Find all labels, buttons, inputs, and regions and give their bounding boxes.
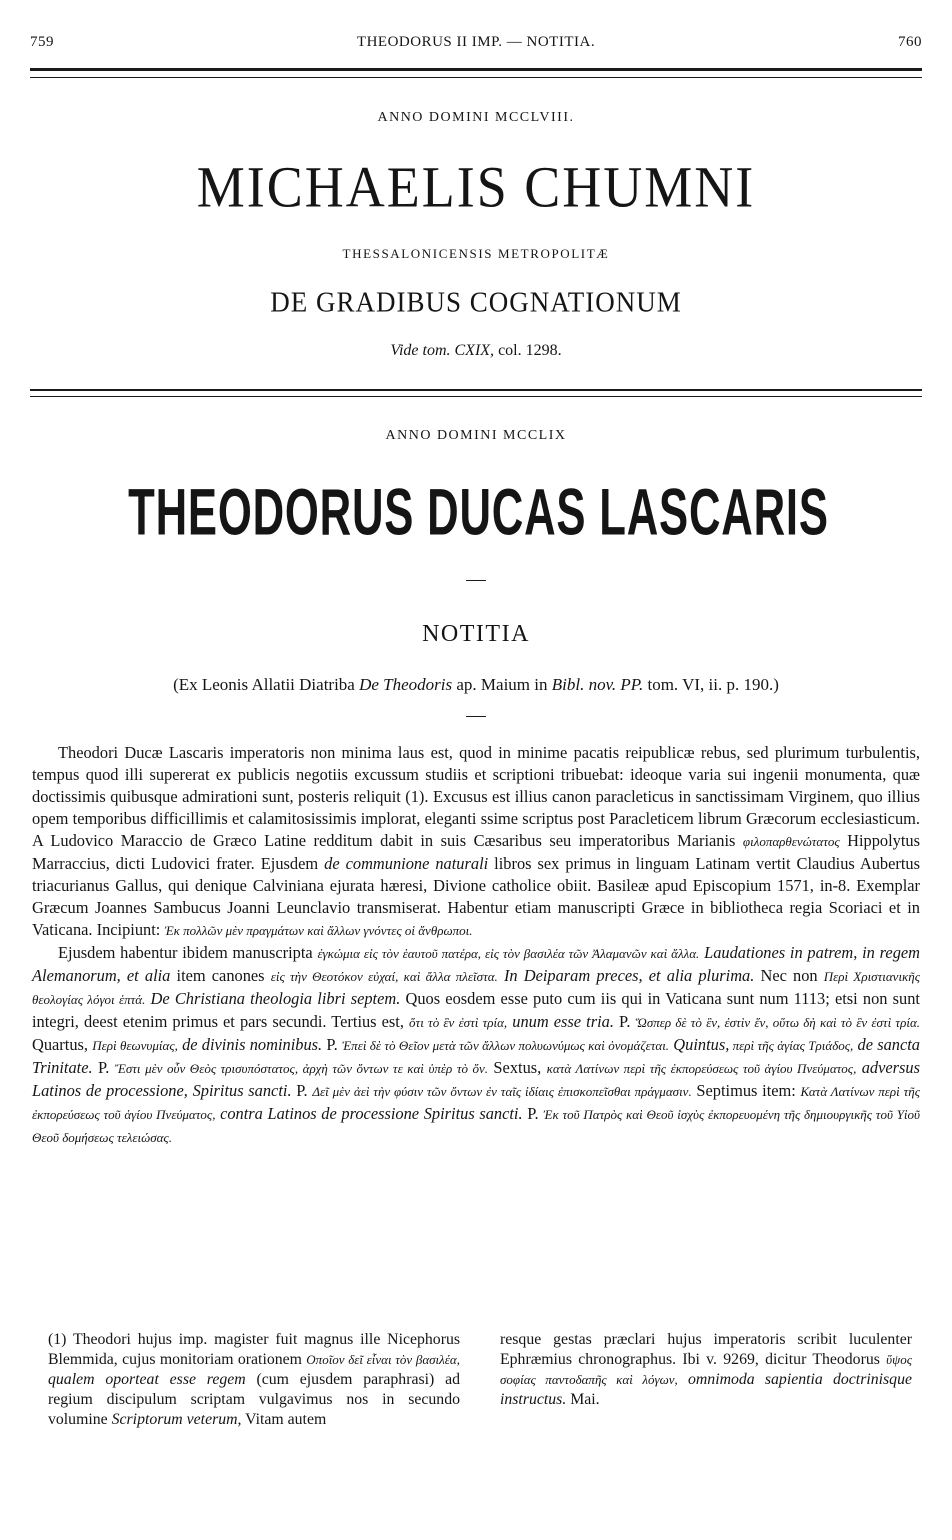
paragraph-1 (32, 742, 920, 942)
text: Quartus, (32, 1035, 93, 1054)
footnote-left-column (48, 1330, 460, 1430)
source-series: Bibl. nov. PP. (551, 675, 644, 694)
source-title: De Theodoris (359, 675, 453, 694)
greek-text: Ὥσπερ δὲ τὸ ἓν, ἐστὶν ἕν, οὕτω δὴ καὶ τὸ ἓν ἐστὶ τρία. (635, 1015, 921, 1030)
greek-text: Δεῖ μὲν ἀεὶ τὴν φύσιν τῶν ὄντων ἐν ταῖς ἰδίαις ἐπισκοπεῖσθαι πράγμασιν. (312, 1084, 692, 1099)
italic-text: contra Latinos de processione Spiritus sancti. (215, 1104, 523, 1123)
text: resque gestas præclari hujus imperatoris scribit luculenter Ephræmius chronographus. Ibi v. 9269, dicitur Theodorus (500, 1331, 912, 1368)
greek-text: Περὶ θεωνυμίας, (92, 1038, 178, 1053)
greek-text: κατὰ Λατίνων περὶ τῆς ἐκπορεύσεως τοῦ ἁγίου Πνεύματος, (546, 1061, 857, 1076)
author-heading: MICHAELIS CHUMNI (196, 154, 756, 220)
emperor-heading: THEODORUS DUCAS LASCARIS (128, 474, 829, 549)
greek-text: Ἔστι μὲν οὖν Θεὸς τρισυπόστατος, ἀρχὴ τῶν ὄντων τε καὶ ὑπὲρ τὸ ὄν. (114, 1061, 489, 1076)
greek-text: Ἐκ τοῦ Πατρὸς καὶ Θεοῦ ἰσχὺς ἐκπορευομένη τῆς δημιουργικῆς τοῦ Υἱοῦ Θεοῦ δομήσεως τελειώσας. (32, 1107, 921, 1145)
right-column-number: 760 (898, 34, 922, 50)
source-part: (Ex Leonis Allatii Diatriba (173, 675, 360, 694)
notitia-heading: NOTITIA (422, 621, 530, 647)
text: Septimus item: (691, 1081, 801, 1100)
italic-text: Laudationes in patrem, in regem Alemanorum, et alia (32, 943, 920, 985)
text: P. (291, 1081, 313, 1100)
anno-1259: ANNO DOMINI MCCLIX (385, 428, 567, 443)
text: Vitam autem (241, 1411, 327, 1428)
text: Quos eosdem esse puto cum iis qui in Vaticana sunt num 1113; etsi non sunt integri, deest etenim primus et pars secundi. Tertius est, (32, 989, 920, 1031)
italic-text: qualem oporteat esse regem (48, 1371, 246, 1388)
section-divider-rule (30, 389, 922, 397)
cross-reference-volume: Vide tom. CXIX, (390, 342, 495, 359)
text: (cum ejusdem paraphrasi) ad regium discipulum scriptam vulgavimus nos in secundo volumine (48, 1371, 460, 1428)
anno-1258: ANNO DOMINI MCCLVIII. (377, 110, 575, 125)
text: P. (322, 1035, 342, 1054)
italic-text: In Deiparam preces, et alia plurima. (497, 966, 755, 985)
italic-text: adversus Latinos de processione, Spiritus sancti. (32, 1058, 920, 1100)
greek-text: ὅτι τὸ ἓν ἐστὶ τρία, (409, 1015, 508, 1030)
source-part: ap. Maium in (452, 675, 552, 694)
text: Nec non (754, 966, 824, 985)
greek-text: Οποῖον δεῖ εἶναι τὸν βασιλέα, (306, 1352, 461, 1367)
text: item canones (170, 966, 271, 985)
short-ornament-rule (466, 716, 486, 717)
text: P. (92, 1058, 115, 1077)
italic-text: unum esse tria. (507, 1012, 614, 1031)
footnote-right-column (500, 1330, 912, 1410)
cross-reference (30, 342, 922, 360)
italic-text: de sancta Trinitate. (32, 1035, 921, 1077)
italic-text: de divinis nominibus. (177, 1035, 323, 1054)
italic-text: Scriptorum veterum, (111, 1411, 242, 1428)
notitia-body (32, 742, 920, 1149)
greek-text: Κατὰ Λατίνων περὶ τῆς ἐκπορεύσεως τοῦ ἁγίου Πνεύματος, (32, 1084, 921, 1122)
source-line (30, 675, 922, 695)
italic-text: omnimoda sapientia doctrinisque instructus. (500, 1371, 912, 1408)
short-ornament-rule (466, 580, 486, 581)
source-part: tom. VI, ii. p. 190.) (643, 675, 779, 694)
text: Ejusdem habentur ibidem manuscripta (58, 943, 318, 962)
work-title: DE GRADIBUS COGNATIONUM (270, 286, 682, 318)
text: Sextus, (488, 1058, 547, 1077)
italic-text: Quintus, (669, 1035, 730, 1054)
top-double-rule (30, 68, 922, 78)
paragraph-2 (32, 942, 920, 1149)
text: libros sex primus in linguam Latinam vertit Claudius Aubertus triacurianus Gallus, qui denique Calviniana ejurata hæresi, Divione catholice obiit. Basileæ apud Episcopium 1571, in-8. Exemplar Græcum Joannes Sambucus Joanni Leunclavio transmiserat. Habentur etiam manuscripti Græce in bibliotheca regia Scoriaci et in Vaticana. Incipiunt: (32, 854, 920, 939)
text: P. (522, 1104, 544, 1123)
cross-reference-column: col. 1298. (494, 342, 562, 359)
running-head (30, 34, 922, 56)
author-subtitle: THESSALONICENSIS METROPOLITÆ (342, 246, 610, 261)
italic-text: De Christiana theologia libri septem. (145, 989, 401, 1008)
text: Hippolytus Marraccius, dicti Ludovici frater. Ejusdem (32, 831, 920, 873)
greek-text: εἰς τὴν Θεοτόκον εὐχαί, καὶ ἄλλα πλεῖστα. (270, 969, 498, 984)
greek-text: Ἐκ πολλῶν μὲν πραγμάτων καὶ ἄλλων γνόντες οἱ ἄνθρωποι. (164, 923, 473, 938)
left-column-number: 759 (30, 34, 54, 50)
text: (1) Theodori hujus imp. magister fuit magnus ille Nicephorus Blemmida, cujus monitoriam orationem (48, 1331, 460, 1368)
greek-text: Ἐπεὶ δὲ τὸ Θεῖον μετὰ τῶν ἄλλων πολυωνύμως καὶ ὀνομάζεται. (341, 1038, 670, 1053)
italic-text: de communione naturali (324, 854, 489, 873)
text: Mai. (566, 1391, 600, 1408)
greek-text: ὕψος σοφίας παντοδαπῆς καὶ λόγων, (500, 1352, 912, 1387)
running-head-title: THEODORUS II IMP. — NOTITIA. (356, 34, 596, 50)
greek-text: περὶ τῆς ἁγίας Τριάδος, (729, 1038, 854, 1053)
greek-text: ἐγκώμια εἰς τὸν ἑαυτοῦ πατέρα, εἰς τὸν βασιλέα τῶν Ἀλαμανῶν καὶ ἄλλα. (317, 946, 700, 961)
greek-text: Περὶ Χριστιανικῆς θεολογίας λόγοι ἑπτά. (32, 969, 921, 1007)
text: Theodori Ducæ Lascaris imperatoris non minima laus est, quod in minime pacatis reipublicæ rebus, sed plurimum turbulentis, tempus quod illi supererat ex publicis negotiis excussum studiis et scriptioni tribuebat: ideoque varia sui ingenii monumenta, quæ doctissimis quibusque admirationi sunt, posteris reliquit (1). Excusus est illius canon paracleticus in sanctissimam Virginem, quo illius opem temporibus difficillimis et calamitosissimis implorat, eleganti ssime scriptus post Paracleticem librum Græcorum ecclesiasticum. A Ludovico Maraccio de Græco Latine redditum dabit in suis Cæsaribus seu imperatoribus Marianis (32, 743, 920, 850)
greek-text: φιλοπαρθενώτατος (742, 834, 840, 849)
text: P. (613, 1012, 636, 1031)
